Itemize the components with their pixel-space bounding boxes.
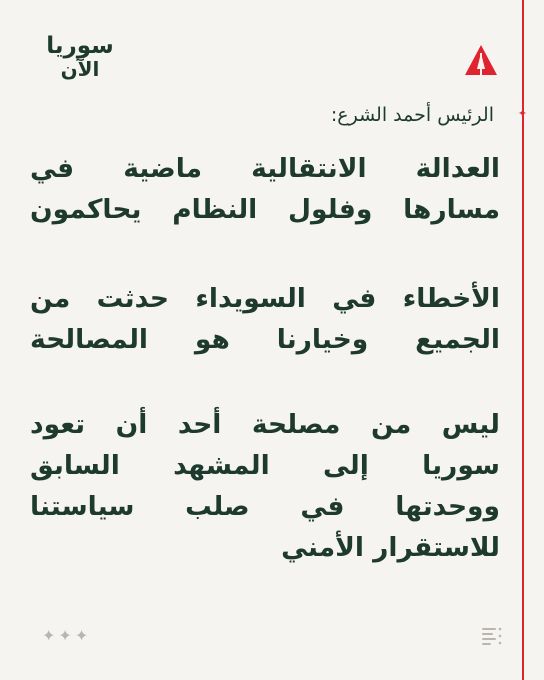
quote-line: ووحدتها في صلب سياستنا bbox=[30, 491, 500, 522]
quote-block-1 bbox=[30, 148, 500, 230]
quote-line: العدالة الانتقالية ماضية في bbox=[30, 153, 500, 184]
quote-block-2 bbox=[30, 278, 500, 360]
wordmark-line-1: سوريا bbox=[46, 33, 114, 59]
triangle-logo-icon bbox=[464, 44, 498, 76]
accent-star-icon: ✦ bbox=[517, 107, 528, 120]
quote-line: الأخطاء في السويداء حدثت من bbox=[30, 283, 500, 314]
speaker-attribution: الرئيس أحمد الشرع: bbox=[330, 104, 494, 126]
quote-block-3 bbox=[30, 404, 500, 568]
quote-line: للاستقرار الأمني bbox=[281, 532, 500, 563]
quote-line: الجميع وخيارنا هو المصالحة bbox=[30, 324, 500, 355]
quote-line: مسارها وفلول النظام يحاكمون bbox=[30, 194, 500, 225]
wordmark-line-2: الآن bbox=[60, 57, 100, 81]
menu-icon[interactable] bbox=[481, 626, 503, 646]
quote-line: ليس من مصلحة أحد أن تعود bbox=[30, 409, 500, 440]
accent-divider-line bbox=[522, 0, 524, 680]
brand-wordmark bbox=[42, 34, 118, 82]
quote-line: سوريا إلى المشهد السابق bbox=[30, 450, 500, 481]
sparkles-icon: ✦✦✦ bbox=[42, 626, 92, 645]
